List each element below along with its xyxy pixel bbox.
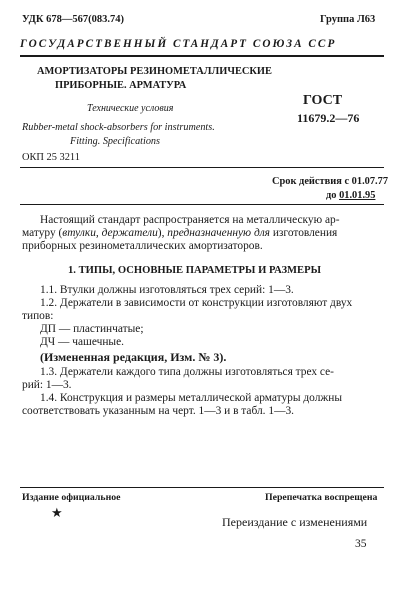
okp-code: ОКП 25 3211 (22, 152, 80, 163)
official-edition: Издание официальное (22, 492, 121, 503)
clause-1-4-line-2: соответствовать указанным на черт. 1—3 и в табл. 1—3. (22, 405, 294, 417)
type-dch: ДЧ — чашечные. (40, 336, 124, 348)
amendment-note: (Измененная редакция, Изм. № 3). (40, 350, 227, 364)
clause-1-3-line-2: рий: 1—3. (22, 379, 72, 391)
intro-line-2: матуру (втулки, держатели), предназначенную для изготовления (22, 227, 338, 239)
validity-from-label: Срок действия с (272, 176, 350, 187)
title-en-line-2: Fitting. Specifications (70, 136, 160, 147)
title-rule (20, 167, 384, 168)
footer-rule (20, 487, 384, 488)
title-line-2: ПРИБОРНЫЕ. АРМАТУРА (55, 80, 187, 91)
intro-paragraph (22, 214, 373, 253)
intro-line-1: Настоящий стандарт распространяется на металлическую ар- (40, 214, 340, 226)
top-rule (20, 55, 384, 57)
section-1-body (22, 284, 373, 418)
page-number: 35 (355, 538, 367, 550)
title-en-line-1: Rubber-metal shock-absorbers for instruments. (22, 122, 215, 133)
subtitle-ru: Технические условия (87, 103, 174, 114)
clause-1-2-line-2: типов: (22, 310, 54, 322)
validity-from-date: 01.07.77 (351, 176, 389, 187)
reissue-note: Переиздание с изменениями (222, 515, 368, 529)
clause-1-1: 1.1. Втулки должны изготовляться трех серий: 1—3. (40, 284, 294, 296)
group-code: Группа Л63 (320, 14, 376, 25)
title-line-1: АМОРТИЗАТОРЫ РЕЗИНОМЕТАЛЛИЧЕСКИЕ (37, 66, 272, 77)
type-dp: ДП — пластинчатые; (40, 323, 144, 335)
validity-rule (20, 204, 384, 205)
validity-to-date: 01.01.95 (339, 190, 376, 201)
udk-code: УДК 678—567(083.74) (22, 14, 124, 25)
section-1-heading: 1. ТИПЫ, ОСНОВНЫЕ ПАРАМЕТРЫ И РАЗМЕРЫ (68, 265, 321, 276)
intro-line-3: приборных резинометаллических амортизаторов. (22, 240, 263, 252)
gost-number: 11679.2—76 (297, 111, 360, 125)
reprint-prohibited: Перепечатка воспрещена (265, 492, 378, 503)
validity-to-label: до (326, 190, 337, 201)
star-icon: ★ (51, 505, 63, 520)
clause-1-4-line-1: 1.4. Конструкция и размеры металлической арматуры должны (40, 392, 343, 404)
validity-from (272, 176, 388, 187)
state-standard-banner: ГОСУДАРСТВЕННЫЙ СТАНДАРТ СОЮЗА ССР (20, 38, 337, 50)
clause-1-2-line-1: 1.2. Держатели в зависимости от конструкции изготовляют двух (40, 297, 353, 309)
gost-label: ГОСТ (303, 93, 343, 108)
validity-to (326, 190, 375, 201)
clause-1-3-line-1: 1.3. Держатели каждого типа должны изготовляться трех се- (40, 366, 334, 378)
